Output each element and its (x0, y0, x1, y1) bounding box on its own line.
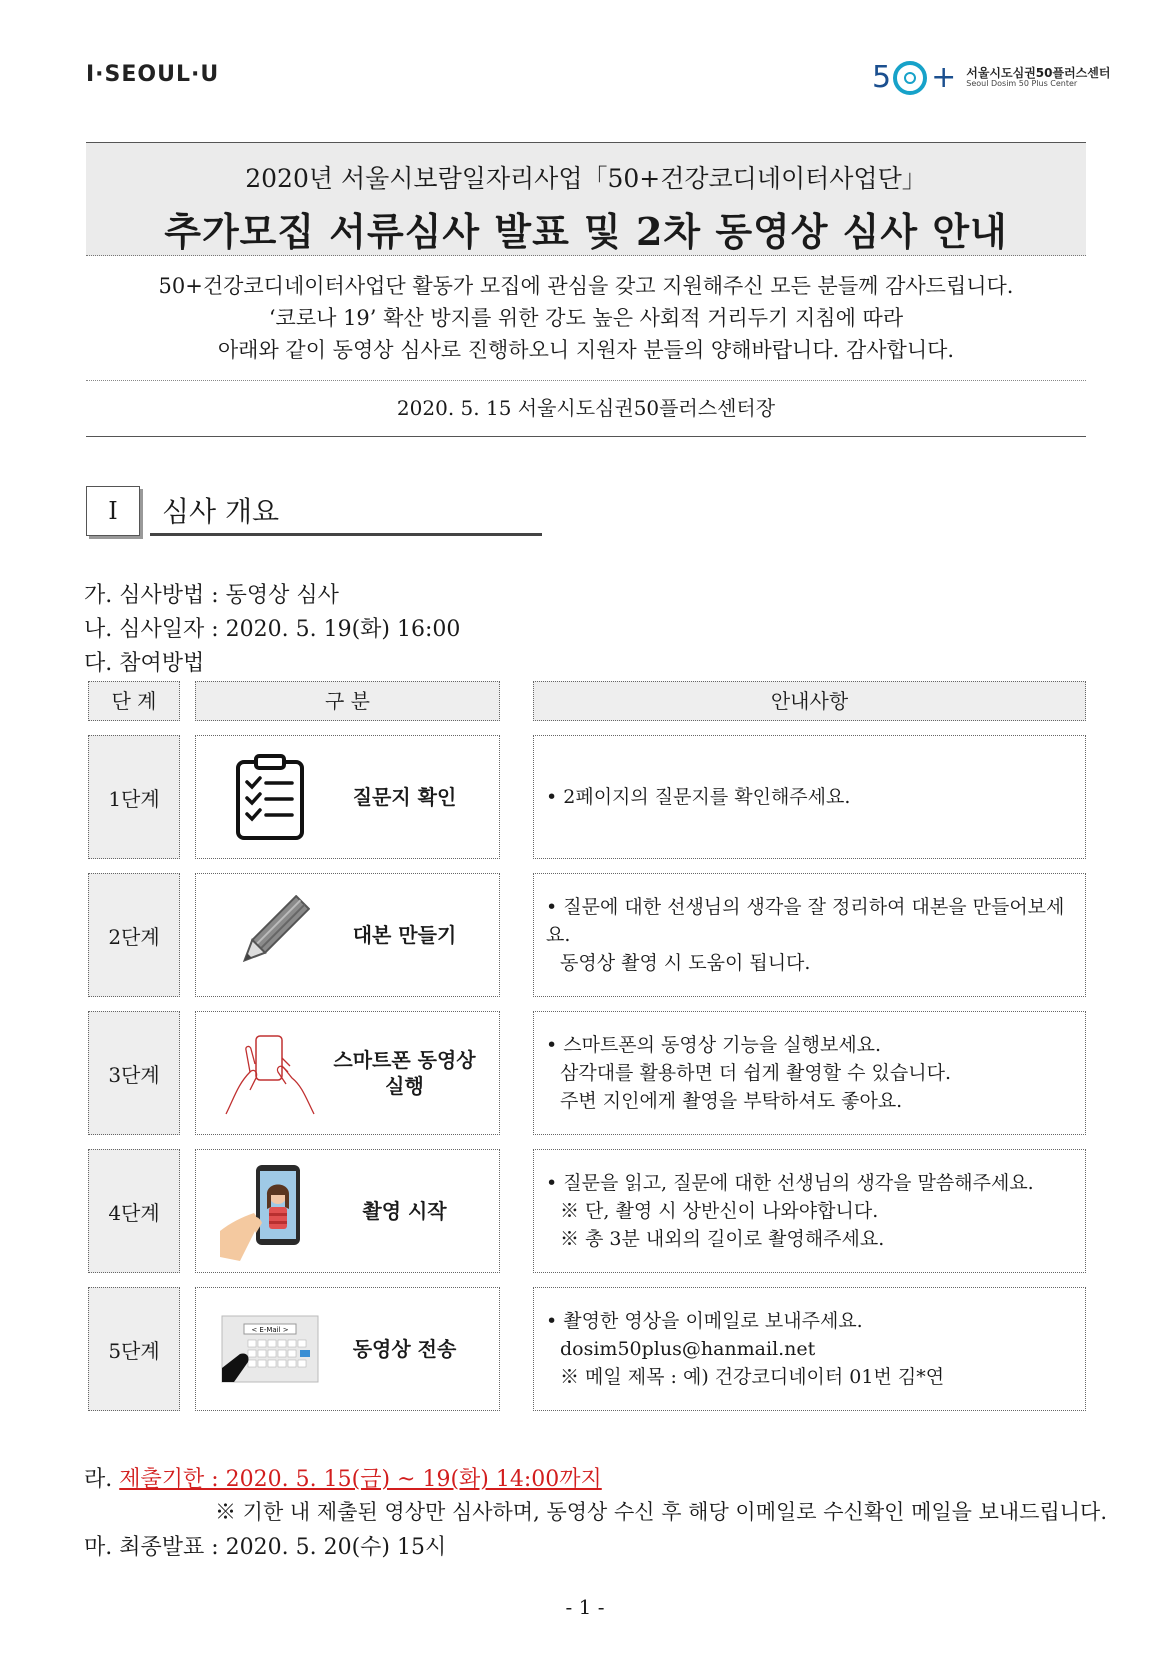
title-box (86, 142, 1086, 256)
item-participation: 다. 참여방법 (84, 651, 205, 676)
email-address: dosim50plus@hanmail.net (560, 1338, 816, 1360)
deadline-prefix: 라. (84, 1467, 120, 1492)
guide-line: • 질문을 읽고, 질문에 대한 선생님의 생각을 말씀해주세요. (546, 1172, 1034, 1194)
intro-text (86, 270, 1086, 366)
guide-line: • 질문에 대한 선생님의 생각을 잘 정리하여 대본을 만들어보세요. (546, 896, 1065, 946)
step-label: 4단계 (108, 1200, 160, 1225)
intro-line-3: 아래와 같이 동영상 심사로 진행하오니 지원자 분들의 양해바랍니다. 감사합니다. (217, 338, 955, 362)
guide-line: ※ 단, 촬영 시 상반신이 나와야합니다. (560, 1200, 879, 1222)
item-method: 가. 심사방법 : 동영상 심사 (84, 583, 339, 608)
gubun-label (330, 1047, 499, 1099)
final-announcement: 마. 최종발표 : 2020. 5. 20(수) 15시 (84, 1535, 447, 1560)
item-date: 나. 심사일자 : 2020. 5. 19(화) 16:00 (84, 617, 461, 642)
center-logo (872, 60, 1110, 95)
guide-line: 주변 지인에게 촬영을 부탁하셔도 좋아요. (560, 1090, 903, 1112)
header-step: 단 계 (88, 681, 180, 721)
title-line-1: 2020년 서울시보람일자리사업「50+건강코디네이터사업단」 (245, 164, 927, 193)
pencil-icon (210, 885, 330, 985)
guide-line: • 촬영한 영상을 이메일로 보내주세요. (546, 1310, 863, 1332)
section-number: I (86, 486, 140, 536)
header-gubun: 구 분 (195, 681, 500, 721)
deadline-note: ※ 기한 내 제출된 영상만 심사하며, 동영상 수신 후 해당 이메일로 수신확인 메일을 보내드립니다. (215, 1500, 1107, 1524)
step-cell-2 (88, 873, 180, 997)
gubun-cell-5 (195, 1287, 500, 1411)
step-cell-1 (88, 735, 180, 859)
guide-line: ※ 메일 제목 : 예) 건강코디네이터 01번 김*연 (560, 1366, 945, 1388)
gubun-label-line-2: 실행 (385, 1074, 424, 1098)
phone-recording-icon (210, 1161, 330, 1261)
guide-cell-2 (533, 873, 1086, 997)
gubun-cell-4 (195, 1149, 500, 1273)
deadline-text: 제출기한 : 2020. 5. 15(금) ~ 19(화) 14:00까지 (119, 1467, 602, 1492)
logo-plus: + (931, 60, 957, 95)
gubun-label-line-1: 스마트폰 동영상 (333, 1048, 476, 1072)
gubun-cell-1 (195, 735, 500, 859)
step-cell-5 (88, 1287, 180, 1411)
gubun-cell-3 (195, 1011, 500, 1135)
email-keyboard-icon (210, 1299, 330, 1399)
gubun-label: 질문지 확인 (352, 785, 457, 809)
logo-ring-icon (893, 61, 927, 95)
guide-line: • 2페이지의 질문지를 확인해주세요. (546, 786, 851, 808)
page-number: - 1 - (565, 1595, 605, 1619)
gubun-label: 대본 만들기 (352, 923, 457, 947)
section-underline (150, 533, 542, 536)
step-label: 1단계 (108, 786, 160, 811)
guide-cell-4 (533, 1149, 1086, 1273)
step-label: 3단계 (108, 1062, 160, 1087)
section-title: 심사 개요 (162, 495, 280, 528)
gubun-cell-2 (195, 873, 500, 997)
title-line-2: 추가모집 서류심사 발표 및 2차 동영상 심사 안내 (164, 209, 1008, 254)
guide-line: • 스마트폰의 동영상 기능을 실행보세요. (546, 1034, 882, 1056)
gubun-label: 촬영 시작 (362, 1199, 447, 1223)
step-cell-4 (88, 1149, 180, 1273)
intro-line-2: ‘코로나 19’ 확산 방지를 위한 강도 높은 사회적 거리두기 지침에 따라 (268, 306, 904, 330)
clipboard-checklist-icon (210, 747, 330, 847)
issue-date: 2020. 5. 15 서울시도심권50플러스센터장 (396, 396, 776, 420)
center-name-ko: 서울시도심권50플러스센터 (966, 65, 1111, 80)
email-label: < E-Mail > (251, 1326, 289, 1334)
intro-line-1: 50+건강코디네이터사업단 활동가 모집에 관심을 갖고 지원해주신 모든 분들께 감사드립니다. (158, 274, 1014, 298)
seoul-logo: I·SEOUL·U (86, 62, 220, 87)
guide-cell-3 (533, 1011, 1086, 1135)
center-name-en: Seoul Dosim 50 Plus Center (966, 78, 1078, 88)
step-label: 5단계 (108, 1338, 160, 1363)
step-label: 2단계 (108, 924, 160, 949)
guide-line: ※ 총 3분 내외의 길이로 촬영해주세요. (560, 1228, 885, 1250)
gubun-label: 동영상 전송 (352, 1337, 457, 1361)
guide-cell-5 (533, 1287, 1086, 1411)
hands-smartphone-icon (210, 1023, 330, 1123)
logo-number: 5 (872, 60, 892, 95)
divider-solid (86, 436, 1086, 437)
guide-line: 동영상 촬영 시 도움이 됩니다. (560, 952, 811, 974)
header-guide: 안내사항 (533, 681, 1086, 721)
guide-line: 삼각대를 활용하면 더 쉽게 촬영할 수 있습니다. (560, 1062, 952, 1084)
divider-dotted (86, 380, 1086, 381)
deadline-row (84, 1462, 602, 1493)
guide-cell-1 (533, 735, 1086, 859)
center-logo-mark (872, 60, 956, 95)
step-cell-3 (88, 1011, 180, 1135)
